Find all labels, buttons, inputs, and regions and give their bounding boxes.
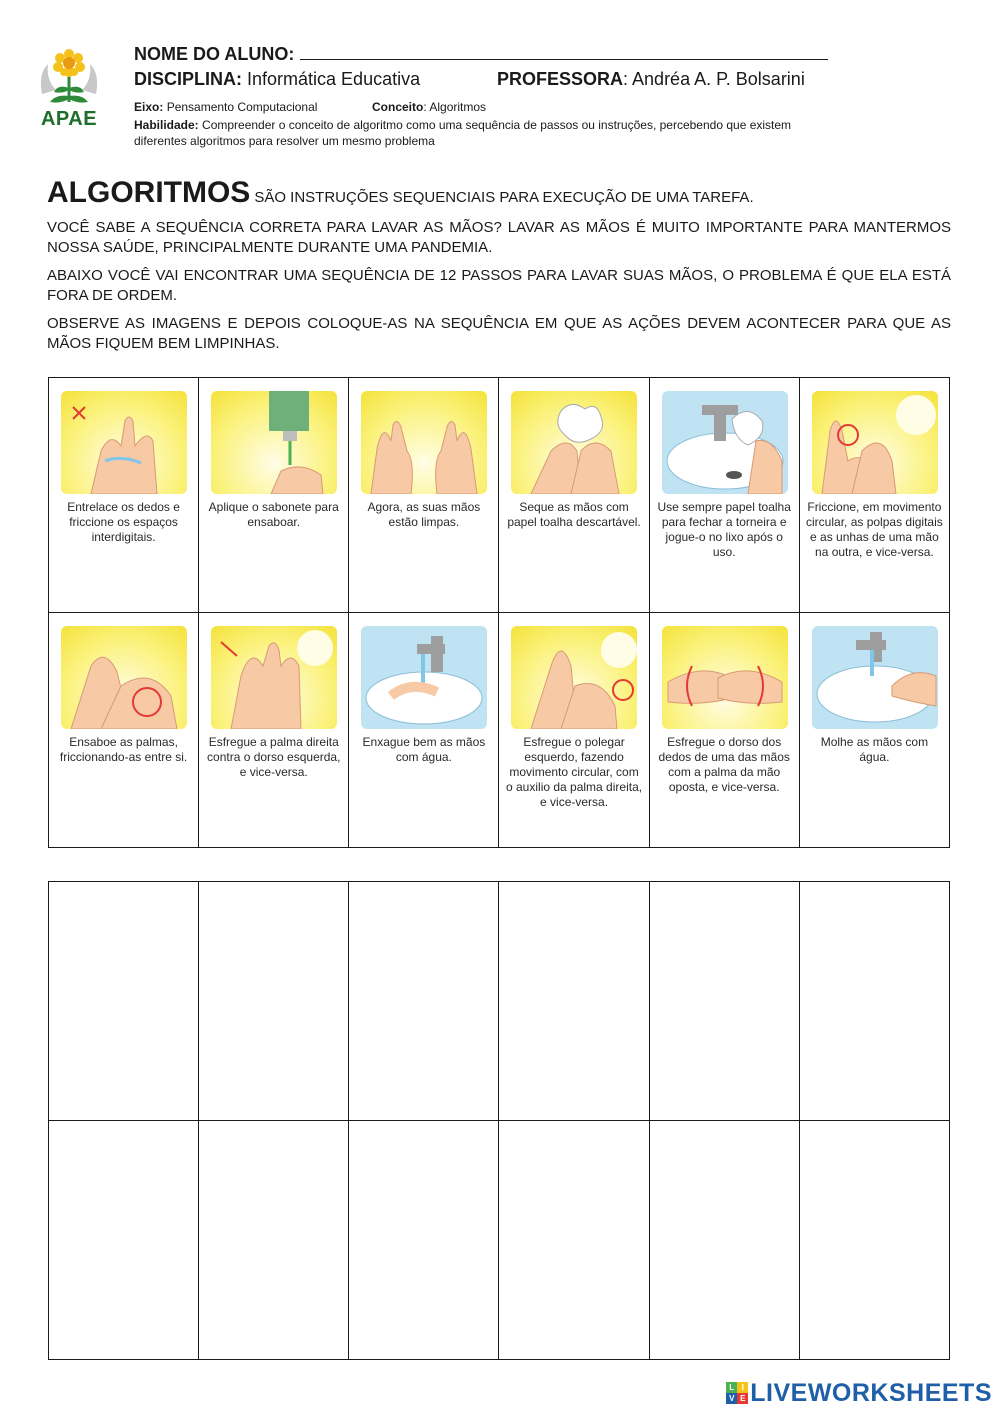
apae-logo — [34, 44, 104, 134]
interlaced-fingers-icon — [61, 391, 187, 494]
step-caption: Agora, as suas mãos estão limpas. — [367, 500, 481, 529]
answer-slot[interactable] — [199, 1121, 349, 1360]
paper-towel-icon — [511, 391, 637, 494]
flower-hands-icon — [34, 44, 104, 106]
step-card[interactable] — [649, 613, 799, 848]
intro-paragraph-2: ABAIXO VOCÊ VAI ENCONTRAR UMA SEQUÊNCIA DE 12 PASSOS PARA LAVAR SUAS MÃOS, O PROBLEMA É QUE ELA ESTÁ FORA DE ORDEM. — [47, 267, 951, 304]
answer-slot[interactable] — [649, 882, 799, 1121]
step-card[interactable] — [799, 378, 949, 613]
finger-backs-icon — [662, 626, 788, 729]
concept-label: Conceito — [372, 100, 424, 114]
rinse-icon — [361, 626, 487, 729]
step-caption: Aplique o sabonete para ensaboar. — [208, 500, 339, 529]
step-caption: Entrelace os dedos e friccione os espaços interdigitais. — [67, 500, 180, 544]
step-caption: Friccione, em movimento circular, as polpas digitais e as unhas de uma mão na outra, e vice-versa. — [806, 500, 943, 559]
step-card[interactable] — [49, 378, 199, 613]
skill-line — [134, 117, 834, 149]
answer-slot[interactable] — [799, 882, 949, 1121]
answer-slot[interactable] — [799, 1121, 949, 1360]
liveworksheets-badge-icon: L I V E — [726, 1382, 748, 1404]
axis-line — [134, 100, 487, 114]
fingertips-icon — [812, 391, 938, 494]
discipline-line — [134, 69, 805, 90]
skill-label: Habilidade: — [134, 118, 199, 132]
step-caption: Esfregue a palma direita contra o dorso esquerda, e vice-versa. — [207, 735, 341, 779]
step-caption: Ensaboe as palmas, friccionando-as entre si. — [59, 735, 188, 764]
concept-value: : Algoritmos — [423, 100, 487, 114]
step-card[interactable] — [199, 613, 349, 848]
step-card[interactable] — [349, 613, 499, 848]
step-card[interactable] — [499, 613, 649, 848]
step-caption: Use sempre papel toalha para fechar a torneira e jogue-o no lixo após o uso. — [657, 500, 791, 559]
answer-slot[interactable] — [499, 1121, 649, 1360]
title-word: ALGORITMOS — [47, 176, 251, 209]
discipline-value: Informática Educativa — [247, 69, 421, 89]
answer-slot[interactable] — [199, 882, 349, 1121]
soap-dispenser-icon — [211, 391, 337, 494]
intro-title — [47, 176, 754, 210]
answer-grid — [48, 881, 950, 1360]
answer-slot[interactable] — [49, 882, 199, 1121]
wet-hands-icon — [812, 626, 938, 729]
palms-icon — [61, 626, 187, 729]
step-card[interactable] — [799, 613, 949, 848]
step-caption: Enxague bem as mãos com água. — [362, 735, 486, 764]
student-name-label: NOME DO ALUNO: — [134, 44, 295, 64]
teacher-value: : Andréa A. P. Bolsarini — [623, 69, 805, 89]
answer-slot[interactable] — [649, 1121, 799, 1360]
title-rest: SÃO INSTRUÇÕES SEQUENCIAIS PARA EXECUÇÃO DE UMA TAREFA. — [254, 189, 754, 206]
step-card[interactable] — [199, 378, 349, 613]
intro-paragraph-3: OBSERVE AS IMAGENS E DEPOIS COLOQUE-AS NA SEQUÊNCIA EM QUE AS AÇÕES DEVEM ACONTECER PARA QUE AS MÃOS FIQUEM BEM LIMPINHAS. — [47, 315, 951, 352]
discipline-label: DISCIPLINA: — [134, 69, 242, 89]
skill-value: Compreender o conceito de algoritmo como uma sequência de passos ou instruções, percebendo que existem diferentes algoritmos para resolver um mesmo problema — [134, 118, 792, 148]
step-card[interactable] — [49, 613, 199, 848]
step-caption: Molhe as mãos com água. — [820, 735, 929, 764]
teacher-line — [497, 69, 805, 90]
step-caption: Esfregue o polegar esquerdo, fazendo movimento circular, com o auxilio da palma direita, e vice-versa. — [506, 735, 643, 809]
step-card[interactable] — [499, 378, 649, 613]
intro-paragraph-1: VOCÊ SABE A SEQUÊNCIA CORRETA PARA LAVAR AS MÃOS? LAVAR AS MÃOS É MUITO IMPORTANTE PARA MANTERMOS NOSSA SAÚDE, PRINCIPALMENTE DURANTE UMA PANDEMIA. — [47, 219, 951, 256]
logo-text: APAE — [40, 108, 98, 130]
step-caption: Esfregue o dorso dos dedos de uma das mãos com a palma da mão oposta, e vice-versa. — [658, 735, 790, 794]
back-of-hand-icon — [211, 626, 337, 729]
answer-slot[interactable] — [349, 1121, 499, 1360]
student-name-blank[interactable] — [300, 42, 828, 60]
close-faucet-icon — [662, 391, 788, 494]
step-card[interactable] — [649, 378, 799, 613]
steps-grid — [48, 377, 950, 848]
answer-slot[interactable] — [499, 882, 649, 1121]
student-name-line — [134, 42, 828, 65]
liveworksheets-logo[interactable] — [726, 1378, 992, 1408]
thumb-icon — [511, 626, 637, 729]
answer-slot[interactable] — [349, 882, 499, 1121]
teacher-label: PROFESSORA — [497, 69, 624, 89]
clean-hands-icon — [361, 391, 487, 494]
answer-slot[interactable] — [49, 1121, 199, 1360]
axis-value: Pensamento Computacional — [166, 100, 318, 114]
step-card[interactable] — [349, 378, 499, 613]
axis-label: Eixo: — [134, 100, 164, 114]
step-caption: Seque as mãos com papel toalha descartável. — [507, 500, 641, 529]
concept-line — [372, 100, 486, 114]
liveworksheets-brand: LIVEWORKSHEETS — [750, 1378, 992, 1407]
